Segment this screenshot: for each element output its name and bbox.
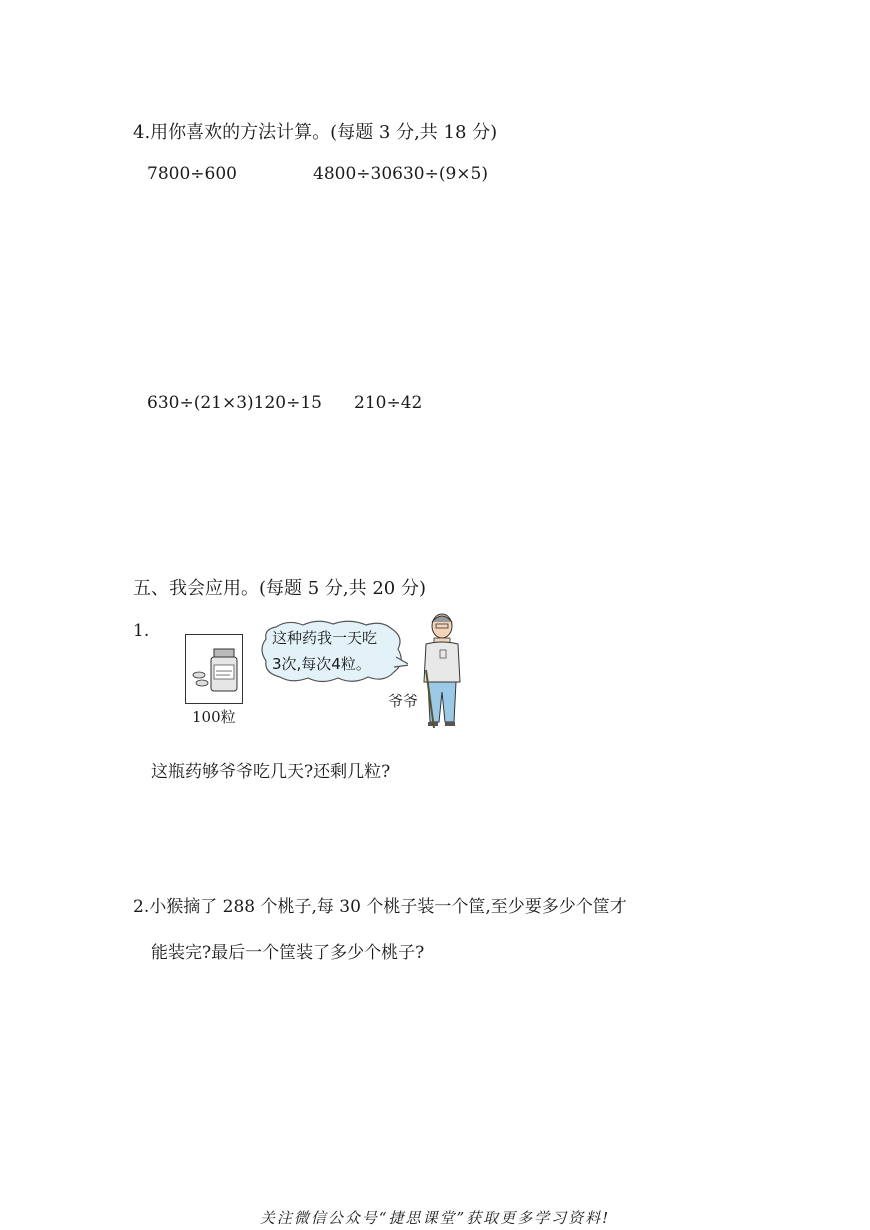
bubble-line-2: 3次,每次4粒。	[272, 655, 371, 673]
problem2-line1: 2.小猴摘了 288 个桃子,每 30 个桃子装一个筐,至少要多少个筐才	[133, 897, 627, 917]
q4-expr-2: 4800÷30630÷(9×5)	[313, 164, 488, 184]
q4-expr-3: 630÷(21×3)120÷15	[147, 393, 322, 413]
bottle-label: 100粒	[192, 708, 236, 726]
problem1-question: 这瓶药够爷爷吃几天?还剩几粒?	[151, 762, 391, 782]
q4-expr-4: 210÷42	[354, 393, 423, 413]
q4-expr-1: 7800÷600	[147, 164, 237, 184]
medicine-bottle-icon	[186, 635, 242, 703]
grandpa-illustration	[412, 610, 472, 730]
problem1-number: 1.	[133, 621, 150, 641]
problem2-line2: 能装完?最后一个筐装了多少个桃子?	[151, 943, 425, 963]
section5-heading: 五、我会应用。(每题 5 分,共 20 分)	[133, 578, 427, 599]
medicine-bottle-illustration	[185, 634, 243, 704]
grandpa-label: 爷爷	[388, 692, 419, 710]
footer-note: 关注微信公众号“捷思课堂”获取更多学习资料!	[259, 1209, 611, 1227]
q4-heading: 4.用你喜欢的方法计算。(每题 3 分,共 18 分)	[133, 122, 498, 143]
bubble-line-1: 这种药我一天吃	[272, 629, 378, 647]
